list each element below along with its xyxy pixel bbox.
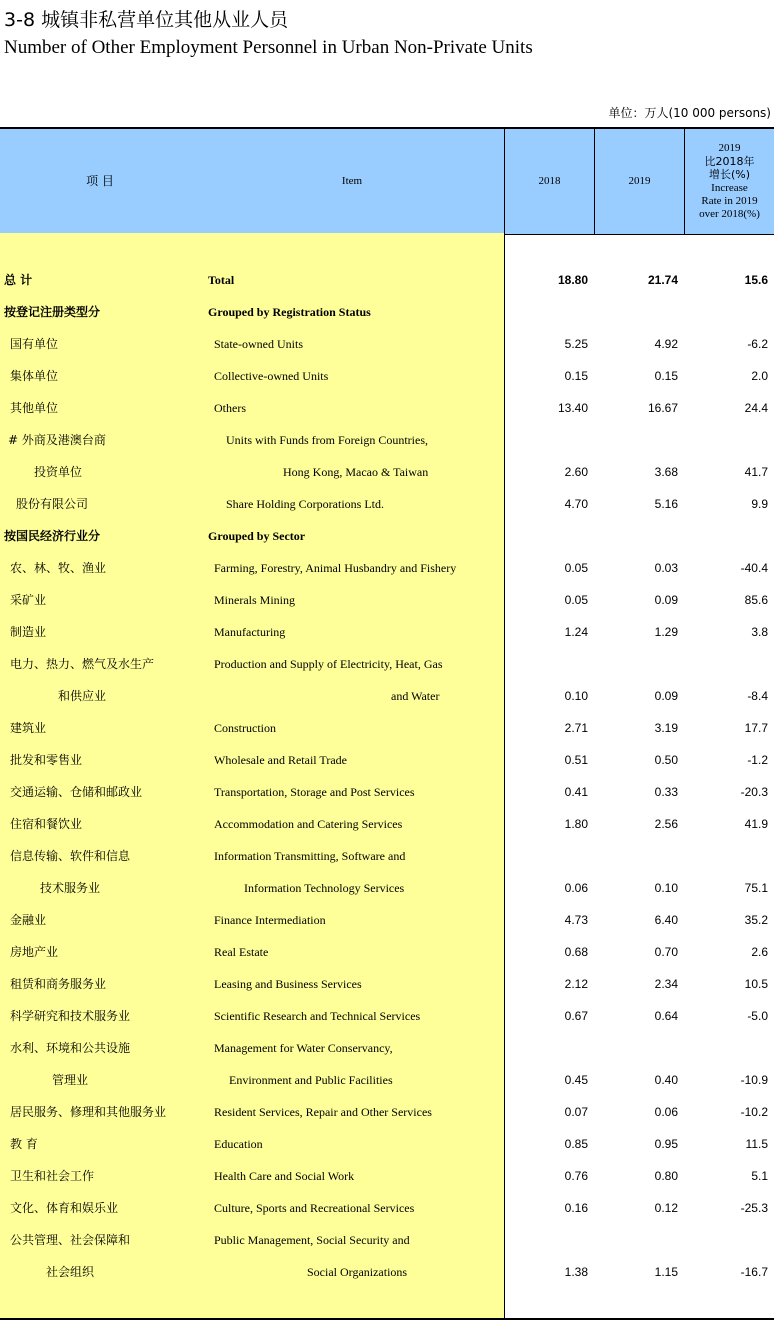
row-item-cn: 交通运输、仓储和邮政业 (10, 785, 143, 799)
value-rate: 35.2 (744, 913, 768, 927)
row-item-en: Production and Supply of Electricity, Heat, Gas (214, 657, 443, 671)
row-item-cn: 房地产业 (10, 945, 59, 959)
row-item-cn: 技术服务业 (40, 881, 101, 895)
value-2018: 2.12 (564, 977, 588, 991)
value-2019: 0.40 (654, 1073, 678, 1087)
table-title-chinese: 3-8 城镇非私营单位其他从业人员 (4, 9, 289, 31)
table-row (0, 392, 774, 424)
header-rate-line: 增长(%) (708, 168, 751, 182)
row-item-cn: 按登记注册类型分 (4, 305, 101, 319)
row-item-en: Real Estate (214, 945, 269, 959)
table-row (0, 968, 774, 1000)
row-item-cn: 社会组织 (46, 1265, 95, 1279)
table-row (0, 616, 774, 648)
row-item-en: Scientific Research and Technical Services (214, 1009, 421, 1023)
header-rate (685, 129, 774, 234)
value-rate: 85.6 (744, 593, 768, 607)
row-item-en: Accommodation and Catering Services (214, 817, 403, 831)
value-2018: 4.73 (564, 913, 588, 927)
table-row (0, 1000, 774, 1032)
value-rate: 15.6 (744, 273, 768, 287)
row-item-cn: 科学研究和技术服务业 (10, 1009, 131, 1023)
row-item-en: Information Technology Services (244, 881, 405, 895)
table-row (0, 680, 774, 712)
table-title-english: Number of Other Employment Personnel in Urban Non-Private Units (4, 37, 533, 58)
value-2019: 0.03 (654, 561, 678, 575)
value-rate: -8.4 (747, 689, 768, 703)
value-2019: 0.15 (654, 369, 678, 383)
value-2019: 0.80 (654, 1169, 678, 1183)
value-rate: 10.5 (744, 977, 768, 991)
value-2018: 0.67 (564, 1009, 588, 1023)
value-rate: 3.8 (751, 625, 768, 639)
value-2019: 2.34 (654, 977, 678, 991)
value-2018: 18.80 (557, 273, 588, 287)
header-rate-line: 比2018年 (704, 155, 755, 169)
row-item-en: Resident Services, Repair and Other Services (214, 1105, 432, 1119)
value-rate: -16.7 (740, 1265, 768, 1279)
value-rate: -40.4 (740, 561, 768, 575)
row-item-en: Construction (214, 721, 276, 735)
table-row (0, 936, 774, 968)
row-item-en: Others (214, 401, 246, 415)
row-item-cn: 国有单位 (10, 337, 59, 351)
value-2018: 0.05 (564, 561, 588, 575)
row-item-en: Information Transmitting, Software and (214, 849, 406, 863)
table-row (0, 1160, 774, 1192)
table-row (0, 488, 774, 520)
value-rate: 41.9 (744, 817, 768, 831)
value-rate: -25.3 (740, 1201, 768, 1215)
value-rate: -1.2 (747, 753, 768, 767)
row-item-en: Environment and Public Facilities (229, 1073, 393, 1087)
value-2018: 0.06 (564, 881, 588, 895)
value-2019: 2.56 (654, 817, 678, 831)
row-item-cn: 公共管理、社会保障和 (10, 1233, 131, 1247)
value-rate: 11.5 (745, 1137, 768, 1151)
row-item-cn: 按国民经济行业分 (4, 529, 101, 543)
value-2018: 4.70 (564, 497, 588, 511)
value-2018: 1.38 (564, 1265, 588, 1279)
value-2019: 0.64 (654, 1009, 678, 1023)
row-item-cn: 投资单位 (34, 465, 83, 479)
row-item-cn: 信息传输、软件和信息 (10, 849, 131, 863)
table-row (0, 296, 774, 328)
table-row (0, 1256, 774, 1288)
row-item-cn: 文化、体育和娱乐业 (10, 1201, 119, 1215)
row-item-en: Collective-owned Units (214, 369, 329, 383)
header-rate-line: Increase (711, 181, 748, 194)
row-item-en: Leasing and Business Services (214, 977, 362, 991)
row-item-en: Grouped by Registration Status (208, 305, 371, 319)
table-bottom-border (0, 1318, 774, 1320)
value-2019: 0.70 (654, 945, 678, 959)
value-2019: 0.33 (654, 785, 678, 799)
table-row (0, 776, 774, 808)
value-2018: 2.60 (564, 465, 588, 479)
row-item-cn: 金融业 (10, 913, 47, 927)
value-rate: -10.9 (740, 1073, 768, 1087)
value-2018: 0.16 (564, 1201, 588, 1215)
table-row (0, 1128, 774, 1160)
value-2018: 0.51 (564, 753, 588, 767)
row-item-cn: 农、林、牧、渔业 (10, 561, 107, 575)
value-rate: 17.7 (744, 721, 768, 735)
row-item-cn: 集体单位 (10, 369, 59, 383)
value-2019: 1.15 (654, 1265, 678, 1279)
row-item-en: Management for Water Conservancy, (214, 1041, 393, 1055)
table-row (0, 904, 774, 936)
row-item-en: Education (214, 1137, 263, 1151)
row-item-cn: 住宿和餐饮业 (10, 817, 83, 831)
table-row (0, 360, 774, 392)
table-row (0, 456, 774, 488)
value-2018: 0.41 (564, 785, 588, 799)
header-item-en: Item (341, 174, 363, 187)
value-2018: 0.15 (564, 369, 588, 383)
row-item-cn: 教 育 (10, 1137, 38, 1151)
table-row (0, 424, 774, 456)
table-row (0, 1064, 774, 1096)
row-item-en: Minerals Mining (214, 593, 295, 607)
table-row (0, 328, 774, 360)
value-2018: 1.24 (564, 625, 588, 639)
value-2019: 0.12 (654, 1201, 678, 1215)
row-item-en: Public Management, Social Security and (214, 1233, 410, 1247)
value-rate: 41.7 (744, 465, 768, 479)
table-row (0, 872, 774, 904)
table-row (0, 1032, 774, 1064)
header-rate-line: over 2018(%) (699, 207, 760, 220)
row-item-en: Hong Kong, Macao & Taiwan (283, 465, 429, 479)
value-2018: 1.80 (564, 817, 588, 831)
value-2019: 3.19 (654, 721, 678, 735)
header-2019: 2019 (628, 174, 651, 187)
value-2018: 0.07 (564, 1105, 588, 1119)
value-2019: 0.50 (654, 753, 678, 767)
row-item-en: Total (208, 273, 235, 287)
value-2019: 6.40 (654, 913, 678, 927)
row-item-en: Farming, Forestry, Animal Husbandry and Fishery (214, 561, 457, 575)
value-2019: 3.68 (654, 465, 678, 479)
table-row (0, 712, 774, 744)
row-item-en: Health Care and Social Work (214, 1169, 355, 1183)
value-2019: 0.09 (654, 689, 678, 703)
row-item-en: Grouped by Sector (208, 529, 306, 543)
header-rate-line: Rate in 2019 (701, 194, 758, 207)
table-row (0, 808, 774, 840)
table-row (0, 520, 774, 552)
row-item-en: Wholesale and Retail Trade (214, 753, 347, 767)
value-2018: 0.76 (564, 1169, 588, 1183)
table-body (0, 233, 774, 1319)
value-2018: 0.05 (564, 593, 588, 607)
value-2019: 21.74 (647, 273, 678, 287)
value-rate: -10.2 (740, 1105, 768, 1119)
row-item-cn: 管理业 (52, 1073, 89, 1087)
row-item-cn: # 外商及港澳台商 (8, 433, 106, 447)
row-item-en: Social Organizations (307, 1265, 408, 1279)
row-item-cn: 其他单位 (10, 401, 59, 415)
row-item-cn: 总 计 (4, 273, 33, 287)
value-2019: 0.95 (654, 1137, 678, 1151)
unit-label: 单位：万人(10 000 persons) (608, 106, 771, 120)
row-item-en: Transportation, Storage and Post Services (214, 785, 415, 799)
table-row (0, 840, 774, 872)
header-item-cn: 项 目 (86, 174, 114, 189)
row-item-cn: 股份有限公司 (16, 497, 89, 511)
table-row (0, 552, 774, 584)
value-rate: 2.6 (751, 945, 768, 959)
value-2018: 0.10 (564, 689, 588, 703)
row-item-cn: 采矿业 (10, 593, 47, 607)
value-rate: 75.1 (744, 881, 768, 895)
value-rate: -6.2 (747, 337, 768, 351)
row-item-cn: 制造业 (10, 625, 47, 639)
row-item-en: Finance Intermediation (214, 913, 326, 927)
row-item-cn: 居民服务、修理和其他服务业 (10, 1105, 167, 1119)
value-2018: 2.71 (564, 721, 588, 735)
table-row (0, 1096, 774, 1128)
row-item-en: Units with Funds from Foreign Countries, (226, 433, 429, 447)
value-rate: -5.0 (747, 1009, 768, 1023)
table-header (0, 127, 774, 235)
value-2019: 4.92 (654, 337, 678, 351)
row-item-en: Manufacturing (214, 625, 286, 639)
value-2019: 16.67 (647, 401, 678, 415)
row-item-cn: 租赁和商务服务业 (10, 977, 107, 991)
value-2018: 0.68 (564, 945, 588, 959)
value-2018: 0.85 (564, 1137, 588, 1151)
row-item-en: State-owned Units (214, 337, 303, 351)
header-2018: 2018 (538, 174, 561, 187)
value-rate: 5.1 (751, 1169, 768, 1183)
table-row (0, 648, 774, 680)
row-item-cn: 和供应业 (58, 689, 107, 703)
row-item-cn: 电力、热力、燃气及水生产 (10, 657, 155, 671)
value-2019: 5.16 (654, 497, 678, 511)
value-rate: -20.3 (740, 785, 768, 799)
header-rate-line: 2019 (718, 141, 741, 154)
row-item-en: and Water (391, 689, 440, 703)
row-item-cn: 水利、环境和公共设施 (10, 1041, 131, 1055)
row-item-cn: 批发和零售业 (10, 753, 83, 767)
value-2018: 0.45 (564, 1073, 588, 1087)
table-row (0, 1224, 774, 1256)
value-2019: 0.09 (654, 593, 678, 607)
value-rate: 2.0 (751, 369, 768, 383)
table-row (0, 1192, 774, 1224)
value-rate: 9.9 (751, 497, 768, 511)
row-item-cn: 建筑业 (10, 721, 47, 735)
header-rate-lines (699, 142, 760, 221)
row-item-en: Culture, Sports and Recreational Services (214, 1201, 415, 1215)
value-2019: 0.10 (654, 881, 678, 895)
value-2018: 13.40 (557, 401, 588, 415)
value-2019: 0.06 (654, 1105, 678, 1119)
table-row (0, 264, 774, 296)
table-row (0, 584, 774, 616)
value-2018: 5.25 (564, 337, 588, 351)
value-rate: 24.4 (744, 401, 768, 415)
value-2019: 1.29 (654, 625, 678, 639)
table-row (0, 744, 774, 776)
row-item-cn: 卫生和社会工作 (10, 1169, 95, 1183)
row-item-en: Share Holding Corporations Ltd. (226, 497, 384, 511)
